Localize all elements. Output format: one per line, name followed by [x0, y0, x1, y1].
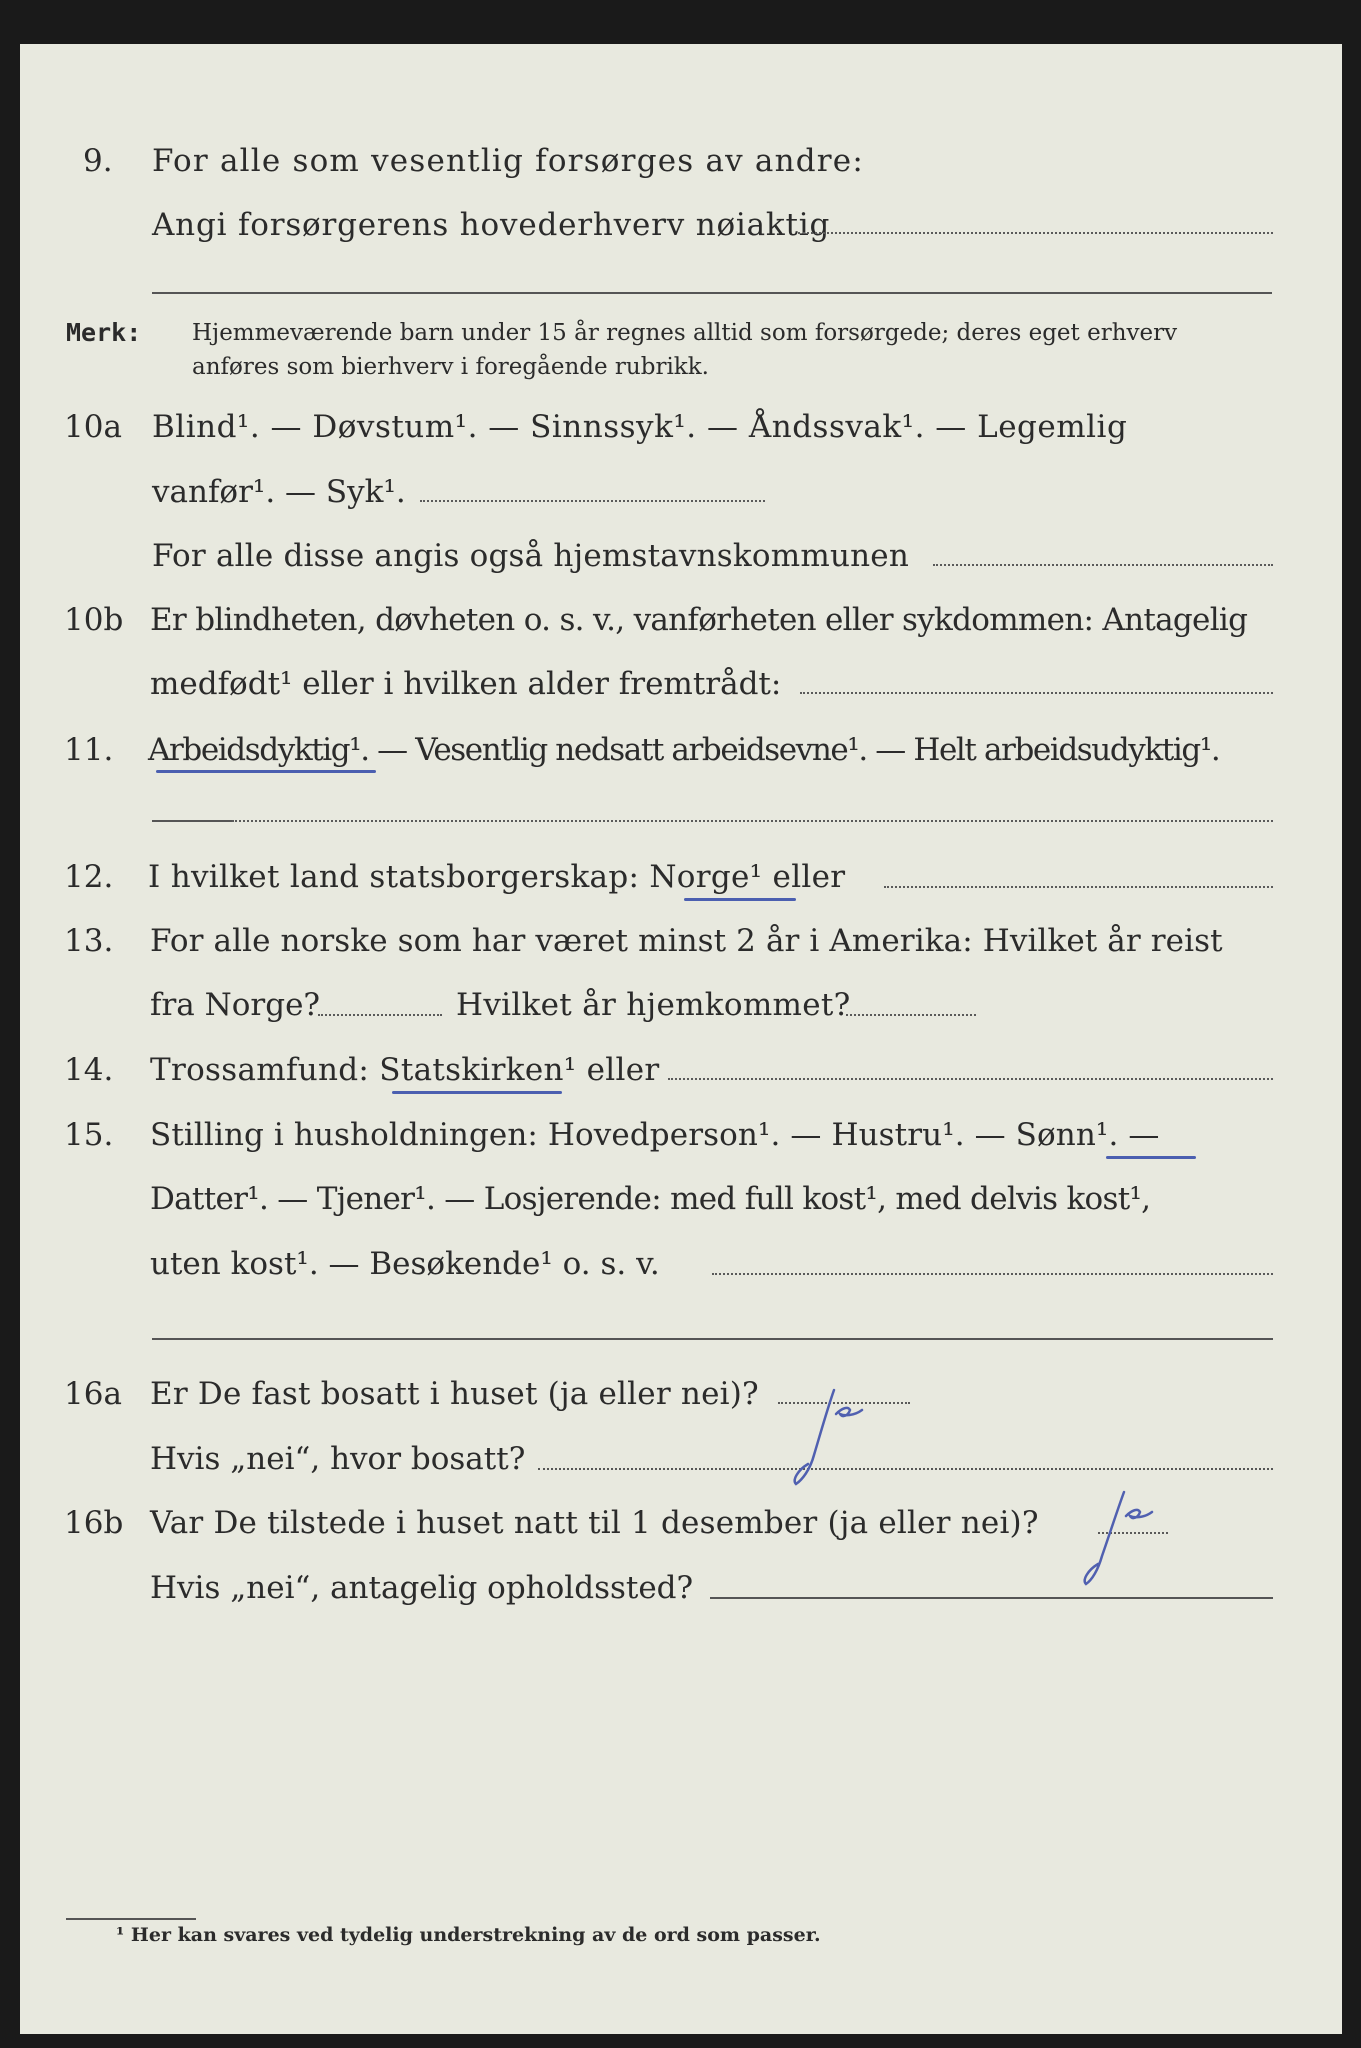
- question-15-text: Stilling i husholdningen: Hovedperson¹. — Hustru¹. — Sønn¹. —: [150, 1117, 1160, 1153]
- answer-line-13-reist[interactable]: [318, 1014, 442, 1016]
- underline-norge: [684, 898, 796, 901]
- answer-line-15[interactable]: [712, 1273, 1273, 1275]
- answer-line-14[interactable]: [668, 1078, 1273, 1080]
- answer-line-10a-home[interactable]: [933, 564, 1273, 566]
- underline-statskirken: [392, 1091, 562, 1094]
- question-16a-text: Er De fast bosatt i huset (ja eller nei)?: [150, 1376, 759, 1412]
- divider-11-dotted: [232, 820, 1273, 822]
- question-10b-text: Er blindheten, døvheten o. s. v., vanførheten eller sykdommen: Antagelig: [150, 602, 1248, 638]
- question-16a-number: 16a: [64, 1376, 122, 1412]
- question-15-number: 15.: [64, 1117, 114, 1153]
- question-10a-text2: vanfør¹. — Syk¹.: [152, 474, 406, 510]
- question-10a-text3: For alle disse angis også hjemstavnskommunen: [152, 538, 909, 574]
- answer-line-12[interactable]: [884, 886, 1273, 888]
- question-10a-number: 10a: [64, 409, 122, 445]
- divider-15: [152, 1338, 1273, 1340]
- underline-arbeidsdyktig: [156, 770, 376, 773]
- question-10b-number: 10b: [64, 602, 124, 638]
- handwritten-answer-16a: [772, 1380, 912, 1490]
- question-12-text: I hvilket land statsborgerskap: Norge¹ eller: [148, 859, 846, 895]
- question-10a-text: Blind¹. — Døvstum¹. — Sinnssyk¹. — Åndssvak¹. — Legemlig: [152, 409, 1128, 445]
- answer-line-16b-where[interactable]: [710, 1597, 1273, 1599]
- question-9-text: For alle som vesentlig forsørges av andre:: [152, 143, 864, 179]
- footnote-text: ¹ Her kan svares ved tydelig understrekning av de ord som passer.: [116, 1924, 821, 1946]
- divider-11: [152, 820, 232, 822]
- question-9-subtext: Angi forsørgerens hovederhverv nøiaktig: [152, 207, 831, 243]
- note-label: Merk:: [66, 318, 142, 347]
- question-16b-number: 16b: [64, 1505, 124, 1541]
- question-13-text2a: fra Norge?: [150, 987, 321, 1023]
- question-11-number: 11.: [64, 732, 114, 768]
- question-10b-text2: medfødt¹ eller i hvilken alder fremtrådt:: [150, 666, 782, 702]
- footnote-rule: [66, 1918, 196, 1920]
- question-16a-text2: Hvis „nei“, hvor bosatt?: [150, 1441, 526, 1477]
- question-13-text2b: Hvilket år hjemkommet?: [456, 987, 851, 1023]
- answer-line-10b[interactable]: [800, 692, 1273, 694]
- answer-line-13-hjemkommet[interactable]: [846, 1014, 976, 1016]
- question-13-text: For alle norske som har været minst 2 år i Amerika: Hvilket år reist: [150, 923, 1223, 959]
- question-13-number: 13.: [64, 923, 114, 959]
- question-14-number: 14.: [64, 1052, 114, 1088]
- question-15-text3: uten kost¹. — Besøkende¹ o. s. v.: [150, 1246, 660, 1282]
- answer-line-9[interactable]: [798, 232, 1273, 234]
- note-text-line2: anføres som bierhverv i foregående rubrikk.: [192, 354, 709, 380]
- question-16b-text: Var De tilstede i huset natt til 1 desember (ja eller nei)?: [150, 1505, 1039, 1541]
- question-14-text: Trossamfund: Statskirken¹ eller: [150, 1052, 660, 1088]
- question-11-text: Arbeidsdyktig¹. — Vesentlig nedsatt arbeidsevne¹. — Helt arbeidsudyktig¹.: [148, 732, 1220, 768]
- underline-sonn: [1106, 1156, 1196, 1159]
- note-text-line1: Hjemmeværende barn under 15 år regnes alltid som forsørgede; deres eget erhverv: [192, 320, 1178, 346]
- question-15-text2: Datter¹. — Tjener¹. — Losjerende: med full kost¹, med delvis kost¹,: [150, 1181, 1151, 1217]
- divider-9: [152, 292, 1272, 294]
- question-9-number: 9.: [83, 143, 113, 179]
- answer-line-10a[interactable]: [420, 500, 765, 502]
- handwritten-answer-16b: [1054, 1486, 1174, 1596]
- question-12-number: 12.: [64, 859, 114, 895]
- question-16b-text2: Hvis „nei“, antagelig opholdssted?: [150, 1570, 694, 1606]
